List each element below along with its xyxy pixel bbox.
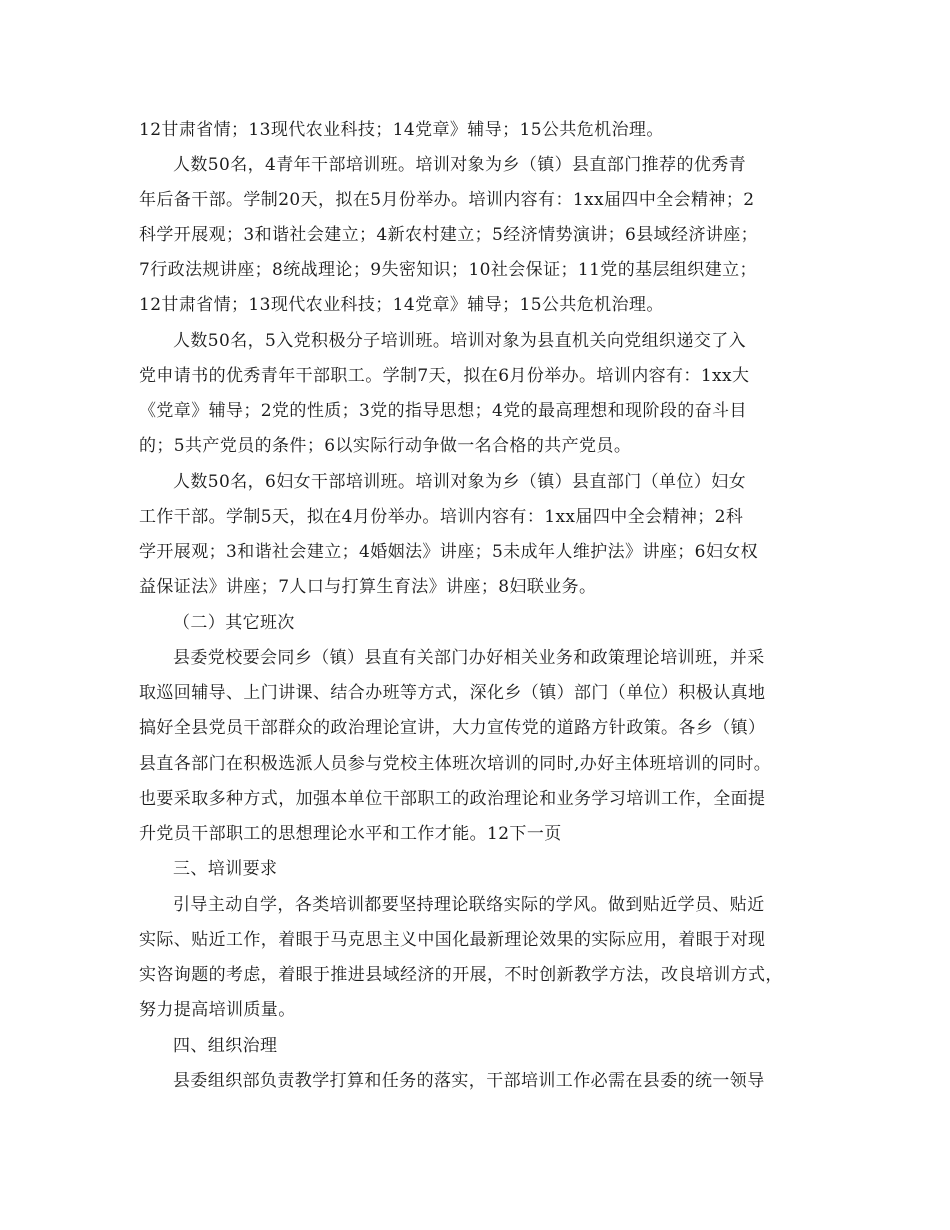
text-line: 县直各部门在积极选派人员参与党校主体班次培训的同时,办好主体班培训的同时。 [139, 754, 772, 774]
text-line: 工作干部。学制5天，拟在4月份举办。培训内容有：1xx届四中全会精神；2科 [139, 507, 744, 527]
text-line: 党申请书的优秀青年干部职工。学制7天，拟在6月份举办。培训内容有：1xx大 [139, 366, 750, 386]
paragraph-party-activist-class: 人数50名，5入党积极分子培训班。培训对象为县直机关向党组织递交了入 [173, 331, 747, 351]
paragraph-organization-management: 县委组织部负责教学打算和任务的落实，干部培训工作必需在县委的统一领导 [173, 1071, 765, 1091]
text-line: 7行政法规讲座；8统战理论；9失密知识；10社会保证；11党的基层组织建立； [139, 260, 757, 280]
section-heading-other-classes: （二）其它班次 [173, 613, 295, 633]
text-line: 实际、贴近工作，着眼于马克思主义中国化最新理论效果的实际应用，着眼于对现 [139, 930, 766, 950]
text-line: 的；5共产党员的条件；6以实际行动争做一名合格的共产党员。 [139, 436, 632, 456]
paragraph-training-requirements: 引导主动自学，各类培训都要坚持理论联络实际的学风。做到贴近学员、贴近 [173, 895, 765, 915]
paragraph-women-cadre-class: 人数50名，6妇女干部培训班。培训对象为乡（镇）县直部门（单位）妇女 [173, 472, 747, 492]
section-heading-organization-management: 四、组织治理 [173, 1036, 278, 1056]
text-line: 也要采取多种方式，加强本单位干部职工的政治理论和业务学习培训工作，全面提 [139, 789, 766, 809]
text-line: 12甘肃省情；13现代农业科技；14党章》辅导；15公共危机治理。 [139, 120, 664, 140]
paragraph-other-classes: 县委党校要会同乡（镇）县直有关部门办好相关业务和政策理论培训班，并采 [173, 648, 765, 668]
text-line: 取巡回辅导、上门讲课、结合办班等方式，深化乡（镇）部门（单位）积极认真地 [139, 683, 766, 703]
text-line: 益保证法》讲座；7人口与打算生育法》讲座；8妇联业务。 [139, 577, 597, 597]
text-line: 《党章》辅导；2党的性质；3党的指导思想；4党的最高理想和现阶段的奋斗目 [139, 401, 747, 421]
section-heading-training-requirements: 三、培训要求 [173, 859, 278, 879]
text-line: 科学开展观；3和谐社会建立；4新农村建立；5经济情势演讲；6县域经济讲座； [139, 225, 759, 245]
text-line: 学开展观；3和谐社会建立；4婚姻法》讲座；5未成年人维护法》讲座；6妇女权 [139, 542, 759, 562]
paragraph-youth-cadre-class: 人数50名，4青年干部培训班。培训对象为乡（镇）县直部门推荐的优秀青 [173, 155, 747, 175]
text-line: 升党员干部职工的思想理论水平和工作才能。12下一页 [139, 824, 562, 844]
text-line: 努力提高培训质量。 [139, 1000, 296, 1020]
text-line: 实咨询题的考虑，着眼于推进县域经济的开展，不时创新教学方法，改良培训方式， [139, 965, 783, 985]
text-line: 搞好全县党员干部群众的政治理论宣讲，大力宣传党的道路方针政策。各乡（镇） [139, 718, 766, 738]
text-line: 12甘肃省情；13现代农业科技；14党章》辅导；15公共危机治理。 [139, 295, 664, 315]
text-line: 年后备干部。学制20天，拟在5月份举办。培训内容有：1xx届四中全会精神；2 [139, 190, 755, 210]
